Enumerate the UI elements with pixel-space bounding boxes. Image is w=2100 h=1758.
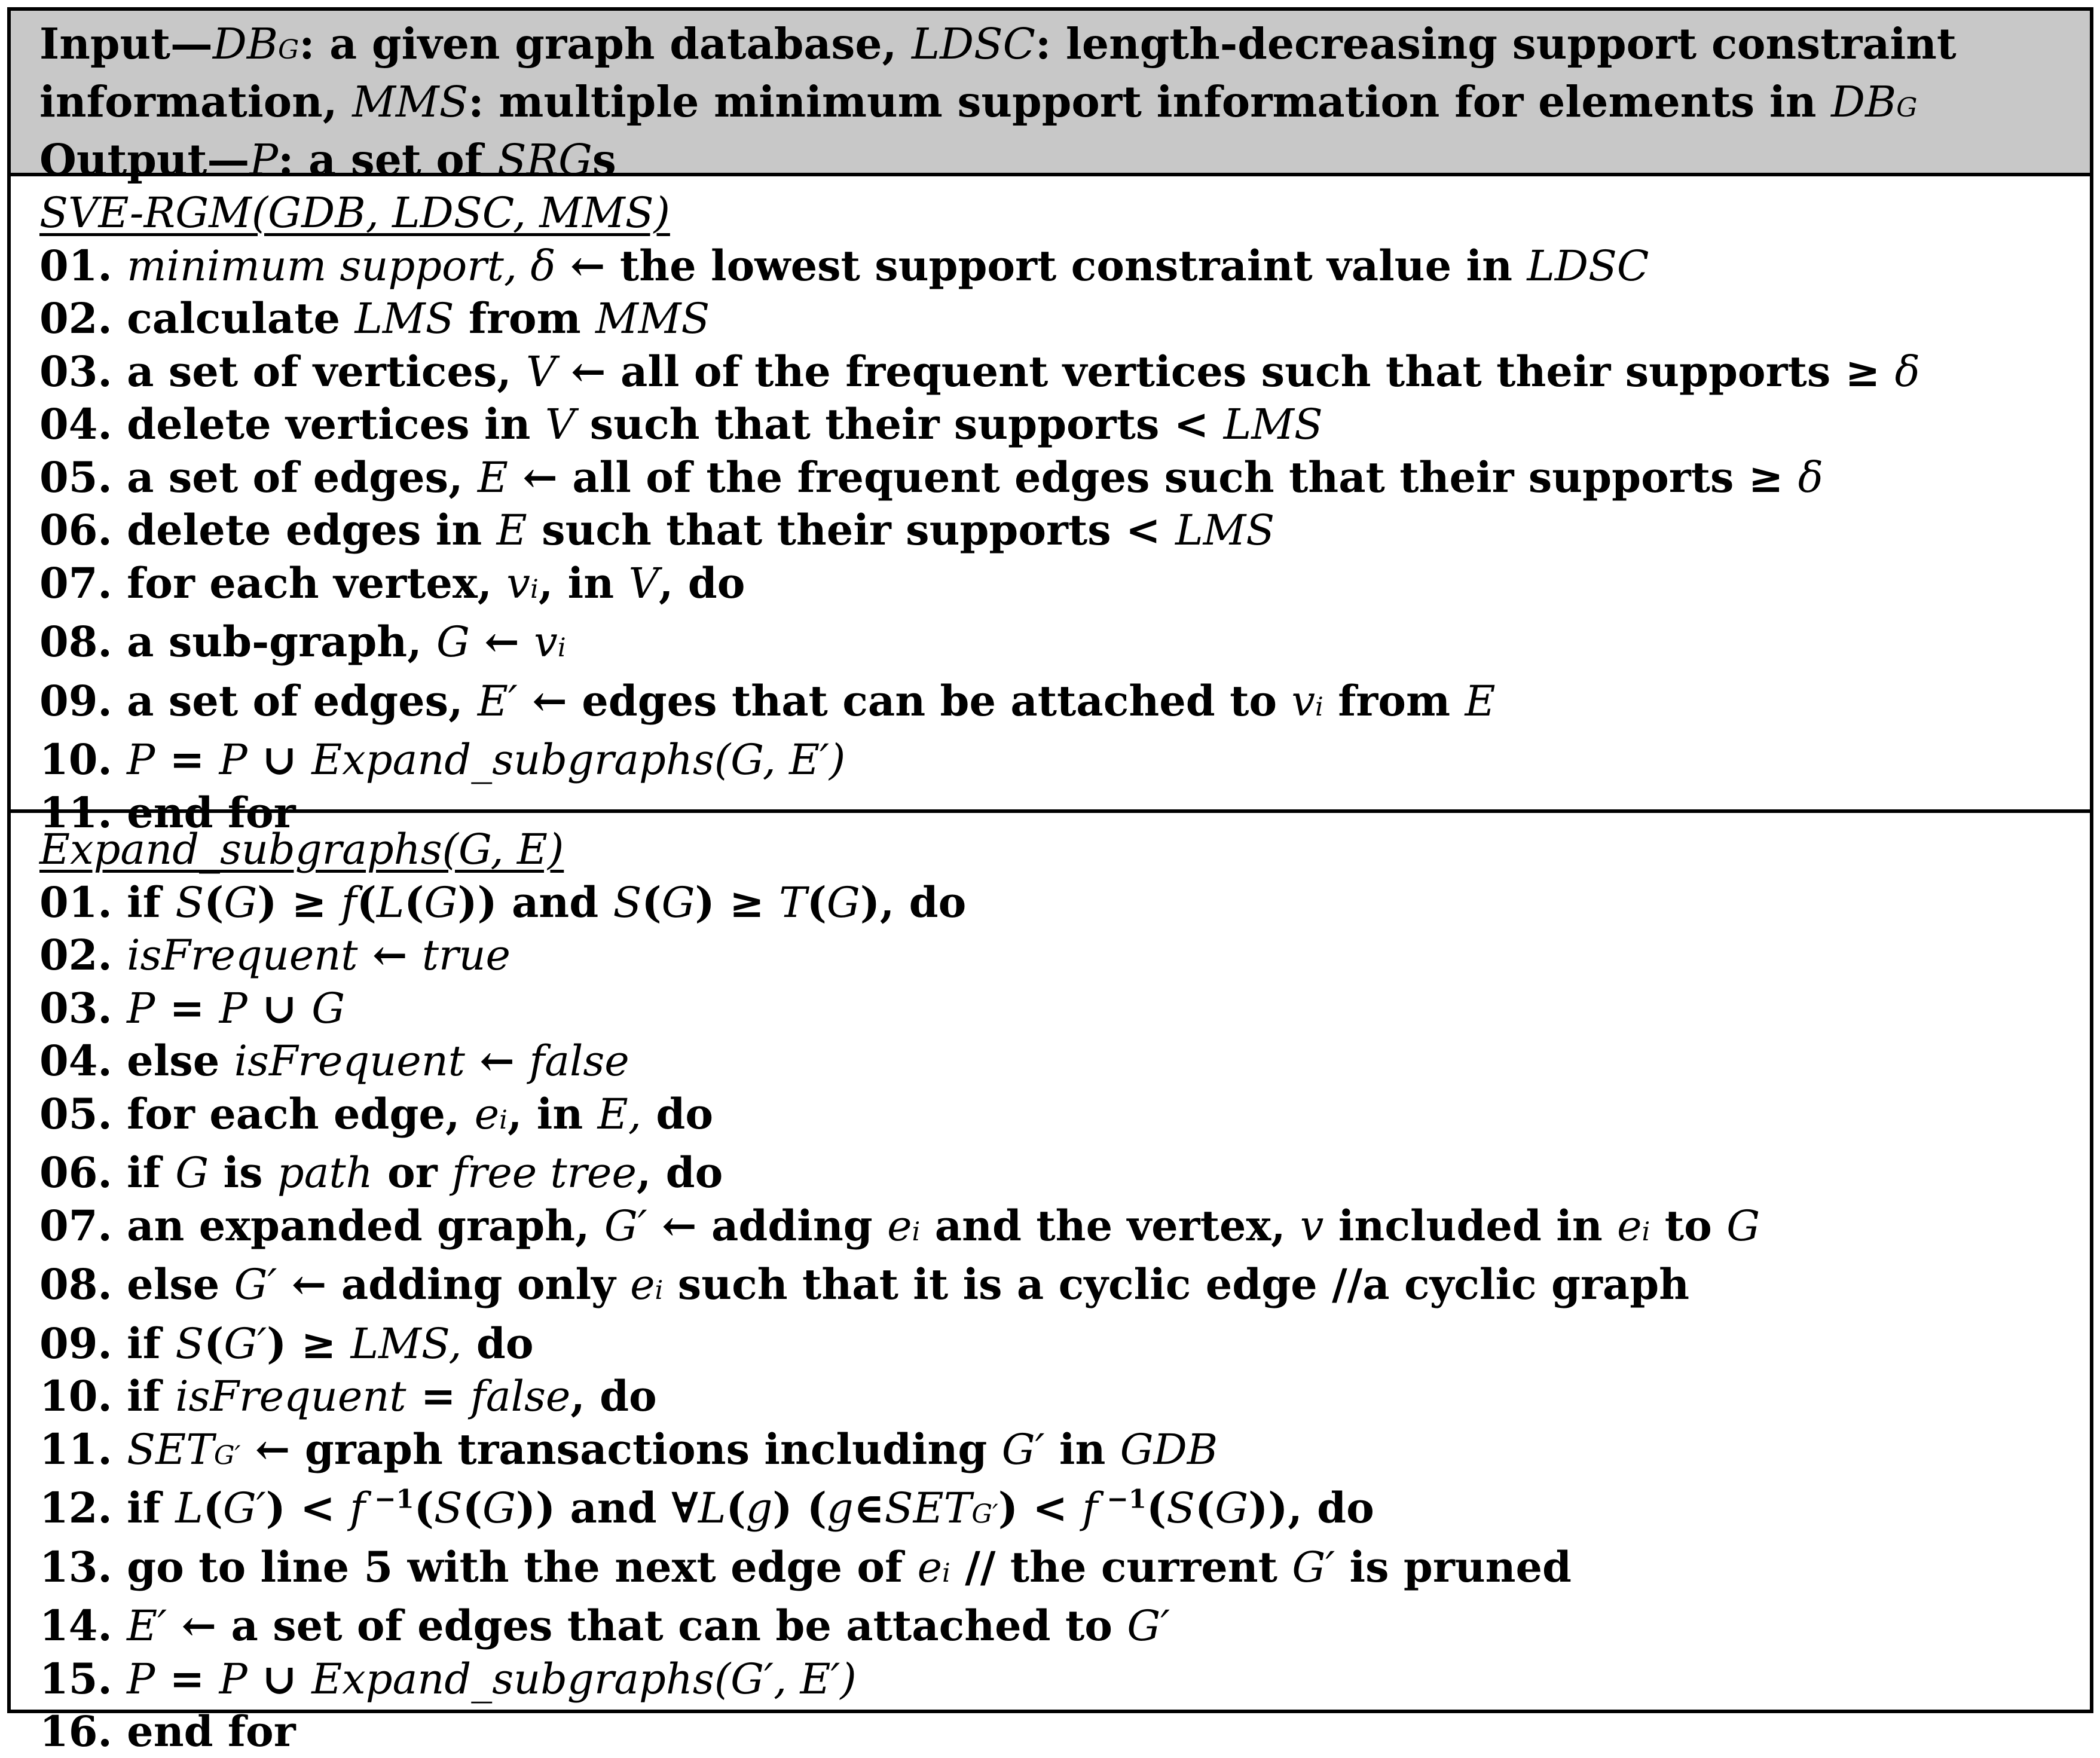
line-number: 12. xyxy=(39,1483,127,1533)
code-fragment: V xyxy=(526,347,557,396)
output-text: s xyxy=(592,134,616,185)
code-fragment: E′ xyxy=(127,1601,167,1650)
code-fragment: ∪ xyxy=(247,735,312,784)
code-fragment: ∈ xyxy=(853,1483,885,1533)
procedure-title: Expand_subgraphs(G, E) xyxy=(39,825,564,874)
code-fragment: ( xyxy=(203,1483,223,1533)
input-text: : multiple minimum support information for elements in xyxy=(468,77,1832,127)
db-symbol: DB xyxy=(1831,77,1897,127)
code-line xyxy=(39,1705,2090,1758)
line-number: 08. xyxy=(39,1259,127,1309)
code-fragment: delete vertices in xyxy=(127,399,545,449)
code-fragment: isFrequent xyxy=(175,1372,406,1421)
code-fragment: f xyxy=(350,1484,366,1533)
output-keyword: Output— xyxy=(39,134,250,185)
db-subscript: G xyxy=(278,35,299,65)
line-number: 02. xyxy=(39,930,127,980)
code-fragment: an expanded graph, xyxy=(127,1200,604,1251)
line-number: 03. xyxy=(39,983,127,1033)
code-fragment: G xyxy=(661,878,695,927)
code-fragment: T xyxy=(779,878,807,927)
code-fragment: ) < xyxy=(998,1483,1083,1533)
code-fragment: is pruned xyxy=(1335,1542,1572,1592)
code-fragment: E xyxy=(496,506,527,555)
code-fragment: path xyxy=(277,1148,373,1197)
code-fragment: ∪ xyxy=(247,983,312,1033)
line-number: 08. xyxy=(39,617,127,666)
line-number: 09. xyxy=(39,675,127,726)
code-fragment: Expand_subgraphs(G, E′) xyxy=(311,735,846,784)
code-line xyxy=(39,1317,2090,1371)
code-fragment: ← adding xyxy=(647,1200,888,1251)
code-fragment: E xyxy=(477,453,508,502)
code-fragment: g xyxy=(745,1484,773,1533)
line-number: 13. xyxy=(39,1542,127,1592)
input-line-1 xyxy=(39,18,2090,76)
code-line xyxy=(39,1600,2090,1653)
code-fragment: ← a set of edges that can be attached to xyxy=(167,1601,1127,1650)
code-fragment: G xyxy=(311,983,346,1033)
code-fragment: e xyxy=(887,1201,912,1251)
code-fragment: LMS xyxy=(1175,506,1275,555)
code-fragment: ) ≥ xyxy=(267,1318,351,1368)
code-fragment: isFrequent xyxy=(127,931,358,980)
code-fragment: E xyxy=(1465,676,1496,726)
code-line xyxy=(39,398,2090,451)
subscript: i xyxy=(1315,692,1323,722)
code-fragment: else xyxy=(127,1036,234,1086)
line-number: 02. xyxy=(39,293,127,343)
code-fragment: ) < xyxy=(265,1483,350,1533)
p-symbol: P xyxy=(249,135,279,185)
code-fragment: e xyxy=(630,1260,655,1309)
code-fragment: from xyxy=(1323,675,1465,726)
line-number: 11. xyxy=(39,787,127,837)
code-line xyxy=(39,929,2090,982)
code-fragment: if xyxy=(127,1371,176,1421)
code-fragment: ( xyxy=(204,1318,224,1368)
code-fragment: such that it is a cyclic edge //a cyclic graph xyxy=(663,1259,1690,1309)
code-fragment: a set of edges, xyxy=(127,452,478,502)
input-text: : length-decreasing support constraint xyxy=(1035,19,1957,69)
code-fragment: such that their supports < xyxy=(575,399,1224,449)
subscript: i xyxy=(655,1276,664,1305)
line-number: 07. xyxy=(39,558,127,608)
code-line xyxy=(39,1423,2090,1482)
code-fragment: SET xyxy=(884,1484,972,1533)
code-fragment: G xyxy=(224,878,258,927)
code-fragment: for each vertex, xyxy=(127,558,507,608)
code-fragment: G′ xyxy=(224,1319,267,1368)
line-number: 05. xyxy=(39,1089,127,1139)
code-fragment: , do xyxy=(636,1148,723,1197)
code-fragment: V xyxy=(628,558,659,608)
code-fragment: )) and ∀ xyxy=(515,1483,698,1533)
code-fragment: ( xyxy=(204,877,224,927)
code-fragment: L xyxy=(376,878,405,927)
code-fragment: LMS xyxy=(1223,400,1323,449)
code-fragment: = xyxy=(155,1653,219,1704)
code-line xyxy=(39,451,2090,505)
code-line xyxy=(39,733,2090,787)
code-fragment: if xyxy=(127,1148,176,1197)
line-number: 05. xyxy=(39,452,127,502)
sve-rgm-procedure xyxy=(11,176,2090,837)
line-number: 06. xyxy=(39,1148,127,1197)
code-fragment: ( xyxy=(404,877,424,927)
code-fragment: S xyxy=(433,1484,463,1533)
subscript: i xyxy=(942,1558,950,1588)
code-fragment: end for xyxy=(127,787,296,837)
code-fragment: LMS xyxy=(354,294,454,343)
code-fragment: S xyxy=(175,878,204,927)
code-line xyxy=(39,346,2090,399)
code-line xyxy=(39,1035,2090,1088)
subscript: i xyxy=(499,1105,508,1135)
code-fragment: , in xyxy=(538,558,629,608)
line-number: 14. xyxy=(39,1601,127,1650)
line-number: 15. xyxy=(39,1653,127,1704)
code-fragment: ( xyxy=(414,1483,434,1533)
input-text: information, xyxy=(39,77,353,127)
line-number: 06. xyxy=(39,505,127,555)
input-text: : a given graph database, xyxy=(299,19,912,69)
code-fragment: G xyxy=(826,878,860,927)
code-fragment: false xyxy=(470,1372,571,1421)
code-fragment: ( xyxy=(806,877,827,927)
code-fragment: P xyxy=(127,983,155,1033)
code-line xyxy=(39,557,2090,616)
code-fragment: ← edges that can be attached to xyxy=(517,675,1292,726)
code-fragment: g xyxy=(827,1484,854,1533)
code-fragment: do xyxy=(461,1318,534,1368)
code-fragment: ) ≥ xyxy=(695,877,780,927)
line-number: 11. xyxy=(39,1424,127,1474)
db-symbol: DB xyxy=(212,19,279,69)
code-fragment: E, xyxy=(597,1089,641,1139)
code-fragment: ( xyxy=(462,1483,482,1533)
code-fragment: ← xyxy=(464,1036,530,1086)
code-fragment: from xyxy=(454,293,596,343)
code-fragment: a set of vertices, xyxy=(127,346,527,396)
code-fragment: G′ xyxy=(604,1201,647,1251)
code-fragment: v xyxy=(534,617,558,666)
code-fragment: f xyxy=(1082,1484,1098,1533)
line-number: 07. xyxy=(39,1200,127,1251)
code-line xyxy=(39,616,2090,675)
code-fragment: v xyxy=(506,558,530,608)
input-keyword: Input— xyxy=(39,19,213,69)
code-fragment: v xyxy=(1291,676,1316,726)
code-fragment: free tree xyxy=(451,1148,637,1197)
subscript: G′ xyxy=(971,1499,998,1529)
code-line xyxy=(39,1088,2090,1147)
code-fragment: ← xyxy=(357,930,422,980)
code-fragment: S xyxy=(1166,1484,1196,1533)
code-fragment: ) ≥ xyxy=(257,877,341,927)
code-fragment: Expand_subgraphs(G′, E′) xyxy=(311,1654,857,1704)
code-fragment: included in xyxy=(1323,1200,1618,1251)
code-fragment: ← xyxy=(469,617,534,666)
db-subscript: G xyxy=(1896,93,1918,123)
code-fragment: if xyxy=(127,1318,176,1368)
code-fragment: such that their supports < xyxy=(527,505,1176,555)
code-fragment: G xyxy=(436,617,470,666)
line-number: 09. xyxy=(39,1318,127,1368)
code-fragment: ( xyxy=(1195,1483,1215,1533)
code-fragment: e xyxy=(474,1089,500,1139)
code-fragment: P xyxy=(219,1654,247,1704)
code-fragment: G′ xyxy=(1127,1601,1170,1650)
code-fragment: P xyxy=(219,983,247,1033)
code-fragment: ( xyxy=(641,877,662,927)
code-line xyxy=(39,1258,2090,1317)
code-fragment: ) ( xyxy=(772,1483,827,1533)
code-line xyxy=(39,1370,2090,1423)
expand-subgraphs-procedure xyxy=(11,813,2090,1756)
code-fragment: G xyxy=(1215,1484,1249,1533)
code-fragment: ( xyxy=(726,1483,746,1533)
code-fragment: G′ xyxy=(234,1260,277,1309)
subscript: i xyxy=(1642,1216,1650,1247)
code-fragment: δ xyxy=(1798,453,1823,502)
code-fragment: V xyxy=(545,400,576,449)
code-fragment: calculate xyxy=(127,293,355,343)
code-fragment: for each edge, xyxy=(127,1089,475,1139)
code-fragment: ← all of the frequent vertices such that their supports ≥ xyxy=(556,346,1895,396)
code-fragment: = xyxy=(406,1371,470,1421)
code-fragment: P xyxy=(127,1654,155,1704)
code-fragment: )), do xyxy=(1248,1483,1374,1533)
io-header xyxy=(11,11,2090,185)
code-fragment: ), do xyxy=(860,877,967,927)
code-fragment: in xyxy=(1044,1424,1120,1474)
code-fragment: G xyxy=(1726,1201,1760,1251)
code-fragment: isFrequent xyxy=(234,1037,465,1086)
code-line xyxy=(39,675,2090,734)
code-fragment: )) and xyxy=(457,877,613,927)
ldsc-symbol: LDSC xyxy=(911,19,1035,69)
output-text: : a set of xyxy=(278,134,498,185)
line-number: 01. xyxy=(39,877,127,927)
line-number: 10. xyxy=(39,735,127,784)
code-fragment: ( xyxy=(1147,1483,1167,1533)
code-fragment: S xyxy=(175,1319,204,1368)
code-fragment: ∪ xyxy=(247,1653,312,1704)
code-fragment: if xyxy=(127,1483,176,1533)
code-line xyxy=(39,240,2090,293)
code-fragment: G′ xyxy=(1292,1542,1335,1592)
subscript: i xyxy=(530,574,539,604)
code-fragment: do xyxy=(641,1089,714,1139)
procedure-title: SVE-RGM(GDB, LDSC, MMS) xyxy=(39,188,670,237)
code-fragment: a sub-graph, xyxy=(127,617,436,666)
srg-symbol: SRG xyxy=(497,135,592,185)
code-fragment: , in xyxy=(508,1089,598,1139)
superscript: −1 xyxy=(1098,1484,1147,1515)
subscript: G′ xyxy=(213,1440,241,1470)
code-fragment: e xyxy=(1617,1201,1642,1251)
code-fragment: false xyxy=(529,1037,629,1086)
code-fragment: minimum support, δ xyxy=(127,241,556,291)
algorithm-table xyxy=(7,7,2093,1756)
mms-symbol: MMS xyxy=(352,77,469,127)
code-fragment: = xyxy=(155,983,219,1033)
code-fragment: or xyxy=(372,1148,452,1197)
code-line xyxy=(39,1541,2090,1600)
code-fragment: v xyxy=(1300,1201,1324,1251)
code-fragment: // the current xyxy=(950,1542,1292,1592)
code-fragment: f xyxy=(341,878,357,927)
code-fragment: P xyxy=(127,735,155,784)
code-fragment: G′ xyxy=(1001,1424,1045,1474)
code-fragment: true xyxy=(421,931,511,980)
code-fragment: P xyxy=(219,735,247,784)
code-fragment: LDSC xyxy=(1527,241,1649,291)
code-fragment: , do xyxy=(659,558,745,608)
line-number: 16. xyxy=(39,1707,127,1756)
code-fragment: ← graph transactions including xyxy=(240,1424,1002,1474)
subscript: i xyxy=(557,633,566,663)
code-fragment: S xyxy=(613,878,642,927)
code-fragment: GDB xyxy=(1120,1424,1218,1474)
code-line xyxy=(39,1653,2090,1706)
code-fragment: e xyxy=(917,1542,943,1592)
code-fragment: go to line 5 with the next edge of xyxy=(127,1542,918,1592)
code-fragment: , do xyxy=(570,1371,657,1421)
code-fragment: else xyxy=(127,1259,234,1309)
code-fragment: ← adding only xyxy=(277,1259,631,1309)
subscript: i xyxy=(912,1216,921,1247)
code-fragment: ← all of the frequent edges such that their supports ≥ xyxy=(508,452,1798,502)
code-fragment: E′ xyxy=(477,676,518,726)
code-line xyxy=(39,504,2090,557)
code-fragment: LMS, xyxy=(350,1319,462,1368)
code-fragment: L xyxy=(698,1484,726,1533)
line-number: 01. xyxy=(39,240,127,291)
code-line xyxy=(39,876,2090,930)
code-fragment: MMS xyxy=(595,294,710,343)
code-fragment: SET xyxy=(127,1424,214,1474)
code-fragment: L xyxy=(175,1484,203,1533)
code-fragment: G xyxy=(424,878,458,927)
code-fragment: a set of edges, xyxy=(127,675,478,726)
code-fragment: end for xyxy=(127,1707,296,1756)
code-fragment: if xyxy=(127,877,176,927)
code-fragment: G′ xyxy=(222,1484,266,1533)
code-fragment: G xyxy=(175,1148,209,1197)
code-fragment: and the vertex, xyxy=(920,1200,1300,1251)
code-line xyxy=(39,982,2090,1035)
code-fragment: = xyxy=(155,735,219,784)
code-line xyxy=(39,1200,2090,1259)
code-fragment: G xyxy=(482,1484,516,1533)
code-line xyxy=(39,1482,2090,1541)
line-number: 04. xyxy=(39,399,127,449)
superscript: −1 xyxy=(365,1484,414,1515)
input-line-2 xyxy=(39,76,2090,134)
code-line xyxy=(39,1146,2090,1200)
code-fragment: is xyxy=(209,1148,277,1197)
line-number: 04. xyxy=(39,1036,127,1086)
line-number: 10. xyxy=(39,1371,127,1421)
code-fragment: to xyxy=(1650,1200,1727,1251)
code-fragment: δ xyxy=(1894,347,1920,396)
code-fragment: ← the lowest support constraint value in xyxy=(555,240,1527,291)
code-fragment: delete edges in xyxy=(127,505,497,555)
code-line xyxy=(39,292,2090,346)
code-fragment: ( xyxy=(356,877,377,927)
line-number: 03. xyxy=(39,346,127,396)
